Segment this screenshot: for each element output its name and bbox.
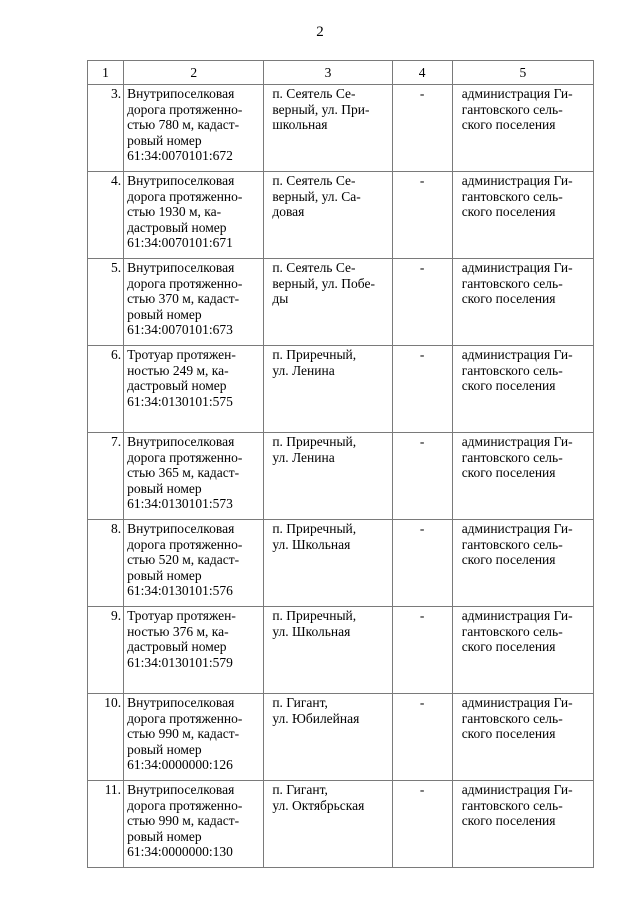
object-description-line: дастровый номер	[127, 378, 227, 394]
location-line: ул. Октябрьская	[272, 797, 365, 813]
column-header-5: 5	[452, 61, 593, 85]
owner-line: ского поселения	[461, 465, 556, 481]
location-line: п. Гигант,	[272, 782, 328, 797]
table-row	[88, 781, 594, 868]
object-description-line: Внутрипоселковая	[127, 521, 235, 536]
row-number: 6.	[88, 346, 124, 433]
owner-cell	[452, 607, 593, 694]
owner-cell	[452, 259, 593, 346]
owner-line: администрация Ги-	[461, 347, 573, 362]
object-description-cell	[124, 346, 264, 433]
object-description-line: дорога протяженно-	[127, 536, 243, 552]
owner-cell	[452, 346, 593, 433]
location-line: ул. Юбилейная	[272, 710, 360, 726]
object-description-line: ровый номер	[127, 480, 202, 496]
object-description-line: 61:34:0130101:579	[127, 654, 233, 670]
object-description-line: дастровый номер	[127, 219, 227, 235]
column-header-1: 1	[88, 61, 124, 85]
row-number: 4.	[88, 172, 124, 259]
location-cell	[264, 607, 392, 694]
location-line: п. Приречный,	[272, 608, 357, 623]
object-description-cell	[124, 259, 264, 346]
object-description-line: стью 780 м, кадаст-	[127, 117, 240, 133]
object-description-line: 61:34:0130101:575	[127, 393, 233, 409]
row-number: 8.	[88, 520, 124, 607]
owner-line: гантовского сель-	[461, 275, 563, 291]
object-description-line: 61:34:0070101:672	[127, 148, 233, 164]
location-line: п. Гигант,	[272, 695, 328, 710]
column-4-cell: -	[392, 694, 452, 781]
object-description-line: дорога протяженно-	[127, 188, 243, 204]
location-cell	[264, 346, 392, 433]
object-description-line: 61:34:0130101:573	[127, 496, 233, 512]
owner-line: администрация Ги-	[461, 434, 573, 449]
object-description-line: 61:34:0000000:126	[127, 757, 233, 773]
object-description-line: ностью 376 м, ка-	[127, 623, 229, 639]
owner-line: гантовского сель-	[461, 188, 563, 204]
object-description-line: ровый номер	[127, 132, 202, 148]
owner-line: ского поселения	[461, 552, 556, 568]
object-description-line: стью 990 м, кадаст-	[127, 726, 240, 742]
location-cell	[264, 520, 392, 607]
object-description-cell	[124, 694, 264, 781]
column-4-cell: -	[392, 781, 452, 868]
owner-line: ского поселения	[461, 813, 556, 829]
location-line: ды	[272, 291, 289, 307]
object-description-line: ровый номер	[127, 741, 202, 757]
owner-line: ского поселения	[461, 639, 556, 655]
row-number: 11.	[88, 781, 124, 868]
object-description-line: 61:34:0000000:130	[127, 844, 233, 860]
object-description-line: Внутрипоселковая	[127, 86, 235, 101]
owner-line: ского поселения	[461, 117, 556, 133]
column-header-2: 2	[124, 61, 264, 85]
object-description-line: 61:34:0130101:576	[127, 583, 233, 599]
owner-line: администрация Ги-	[461, 695, 573, 710]
object-description-line: Внутрипоселковая	[127, 782, 235, 797]
location-line: ул. Школьная	[272, 536, 351, 552]
owner-line: администрация Ги-	[461, 260, 573, 275]
table-row	[88, 607, 594, 694]
table-row	[88, 346, 594, 433]
column-4-cell: -	[392, 433, 452, 520]
object-description-line: ровый номер	[127, 306, 202, 322]
column-4-cell: -	[392, 607, 452, 694]
object-description-line: дорога протяженно-	[127, 449, 243, 465]
location-line: верный, ул. При-	[272, 101, 370, 117]
object-description-line: Внутрипоселковая	[127, 434, 235, 449]
row-number: 3.	[88, 85, 124, 172]
table-row	[88, 520, 594, 607]
object-description-line: дорога протяженно-	[127, 797, 243, 813]
row-number: 5.	[88, 259, 124, 346]
location-cell	[264, 85, 392, 172]
object-description-cell	[124, 781, 264, 868]
owner-line: администрация Ги-	[461, 782, 573, 797]
object-description-line: Тротуар протяжен-	[127, 608, 236, 623]
owner-cell	[452, 520, 593, 607]
location-line: п. Сеятель Се-	[272, 173, 356, 188]
owner-line: гантовского сель-	[461, 536, 563, 552]
owner-cell	[452, 694, 593, 781]
owner-line: гантовского сель-	[461, 623, 563, 639]
column-header-3: 3	[264, 61, 392, 85]
location-line: п. Приречный,	[272, 434, 357, 449]
location-cell	[264, 781, 392, 868]
location-line: ул. Школьная	[272, 623, 351, 639]
owner-line: администрация Ги-	[461, 173, 573, 188]
column-4-cell: -	[392, 346, 452, 433]
location-line: школьная	[272, 117, 328, 133]
table-row	[88, 172, 594, 259]
row-number: 10.	[88, 694, 124, 781]
location-line: верный, ул. Са-	[272, 188, 361, 204]
table-header-row	[88, 61, 594, 85]
owner-line: гантовского сель-	[461, 797, 563, 813]
object-description-line: стью 365 м, кадаст-	[127, 465, 240, 481]
object-description-line: стью 520 м, кадаст-	[127, 552, 240, 568]
object-description-line: дорога протяженно-	[127, 275, 243, 291]
location-line: п. Сеятель Се-	[272, 260, 356, 275]
row-number: 9.	[88, 607, 124, 694]
owner-line: ского поселения	[461, 204, 556, 220]
registry-table	[87, 60, 594, 868]
object-description-line: Внутрипоселковая	[127, 260, 235, 275]
object-description-line: дорога протяженно-	[127, 710, 243, 726]
location-cell	[264, 433, 392, 520]
object-description-cell	[124, 607, 264, 694]
owner-line: гантовского сель-	[461, 362, 563, 378]
owner-line: гантовского сель-	[461, 101, 563, 117]
owner-line: администрация Ги-	[461, 521, 573, 536]
object-description-line: Внутрипоселковая	[127, 173, 235, 188]
object-description-line: ровый номер	[127, 567, 202, 583]
owner-cell	[452, 85, 593, 172]
owner-line: гантовского сель-	[461, 710, 563, 726]
column-4-cell: -	[392, 85, 452, 172]
location-cell	[264, 694, 392, 781]
table-row	[88, 433, 594, 520]
location-line: п. Приречный,	[272, 521, 357, 536]
object-description-cell	[124, 520, 264, 607]
location-line: верный, ул. Побе-	[272, 275, 375, 291]
object-description-line: ностью 249 м, ка-	[127, 362, 229, 378]
location-line: п. Сеятель Се-	[272, 86, 356, 101]
owner-line: ского поселения	[461, 378, 556, 394]
object-description-line: Тротуар протяжен-	[127, 347, 236, 362]
page-number: 2	[316, 24, 324, 40]
owner-line: гантовского сель-	[461, 449, 563, 465]
owner-cell	[452, 433, 593, 520]
object-description-line: дорога протяженно-	[127, 101, 243, 117]
object-description-line: стью 990 м, кадаст-	[127, 813, 240, 829]
object-description-line: 61:34:0070101:673	[127, 322, 233, 338]
owner-line: администрация Ги-	[461, 86, 573, 101]
row-number: 7.	[88, 433, 124, 520]
owner-line: администрация Ги-	[461, 608, 573, 623]
object-description-line: дастровый номер	[127, 639, 227, 655]
location-cell	[264, 172, 392, 259]
table-row	[88, 85, 594, 172]
object-description-line: ровый номер	[127, 828, 202, 844]
table-row	[88, 694, 594, 781]
owner-cell	[452, 172, 593, 259]
column-header-4: 4	[392, 61, 452, 85]
column-4-cell: -	[392, 520, 452, 607]
location-line: п. Приречный,	[272, 347, 357, 362]
column-4-cell: -	[392, 259, 452, 346]
object-description-cell	[124, 172, 264, 259]
owner-cell	[452, 781, 593, 868]
owner-line: ского поселения	[461, 726, 556, 742]
object-description-line: стью 370 м, кадаст-	[127, 291, 240, 307]
location-line: ул. Ленина	[272, 449, 335, 465]
object-description-line: 61:34:0070101:671	[127, 235, 233, 251]
table-row	[88, 259, 594, 346]
object-description-cell	[124, 433, 264, 520]
location-cell	[264, 259, 392, 346]
location-line: ул. Ленина	[272, 362, 335, 378]
location-line: довая	[272, 204, 305, 220]
object-description-cell	[124, 85, 264, 172]
owner-line: ского поселения	[461, 291, 556, 307]
object-description-line: Внутрипоселковая	[127, 695, 235, 710]
object-description-line: стью 1930 м, ка-	[127, 204, 222, 220]
column-4-cell: -	[392, 172, 452, 259]
